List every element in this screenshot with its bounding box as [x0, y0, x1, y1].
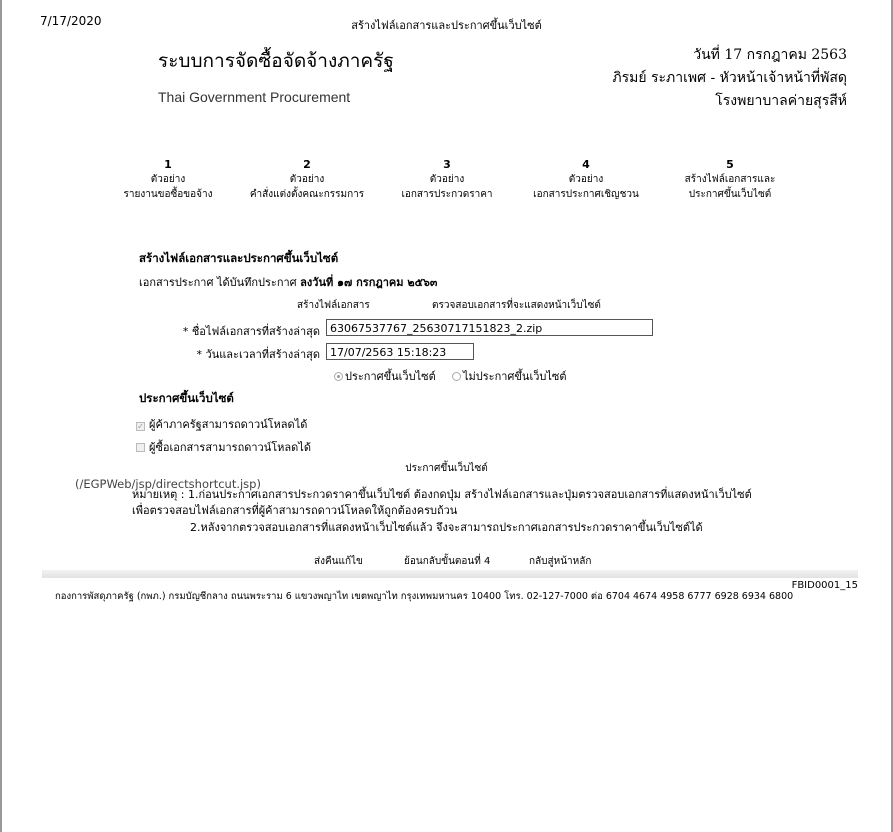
- step-number: 5: [726, 158, 734, 171]
- announcement-status: [139, 273, 437, 291]
- checkbox-buyer-label: ผู้ซื้อเอกสารสามารถดาวน์โหลดได้: [149, 441, 311, 454]
- publish-website-link[interactable]: ประกาศขึ้นเว็บไซต์: [405, 463, 488, 474]
- checkbox-buyer-download[interactable]: [136, 438, 311, 456]
- current-date: วันที่ 17 กรกฎาคม 2563: [693, 47, 847, 63]
- note-line-2: เพื่อตรวจสอบไฟล์เอกสารที่ผู้ค้าสามารถดาวน์โหลดให้ถูกต้องครบถ้วน: [132, 504, 458, 517]
- step-1[interactable]: [108, 157, 228, 202]
- radio-publish-label: ประกาศขึ้นเว็บไซต์: [345, 370, 436, 383]
- step-3[interactable]: [387, 157, 507, 202]
- system-name-thai: ระบบการจัดซื้อจัดจ้างภาครัฐ: [158, 50, 394, 72]
- radio-no-publish[interactable]: [452, 367, 567, 385]
- step-2[interactable]: [237, 157, 377, 202]
- note-line-3: 2.หลังจากตรวจสอบเอกสารที่แสดงหน้าเว็บไซต์แล้ว จึงจะสามารถประกาศเอกสารประกวดราคาขึ้นเว็บไซต์ได้: [190, 521, 703, 534]
- step-5[interactable]: [665, 157, 795, 202]
- file-name-label: * ชื่อไฟล์เอกสารที่สร้างล่าสุด: [182, 325, 320, 338]
- step-number: 2: [303, 158, 311, 171]
- step-label: ตัวอย่าง: [150, 174, 186, 185]
- step-4[interactable]: [521, 157, 651, 202]
- step-label: ตัวอย่าง: [568, 174, 604, 185]
- back-to-step-4-button[interactable]: ย้อนกลับขั้นตอนที่ 4: [404, 556, 491, 567]
- step-label: เอกสารประกวดราคา: [401, 189, 493, 200]
- user-name: ภิรมย์ ระภาเพศ - หัวหน้าเจ้าหน้าที่พัสดุ: [612, 70, 847, 86]
- publish-section-title: ประกาศขึ้นเว็บไซต์: [139, 391, 234, 405]
- step-number: 3: [443, 158, 451, 171]
- radio-no-publish-label: ไม่ประกาศขึ้นเว็บไซต์: [463, 370, 567, 383]
- announcement-date: ลงวันที่ ๑๗ กรกฎาคม ๒๕๖๓: [300, 276, 438, 289]
- step-number: 1: [164, 158, 172, 171]
- step-label: รายงานขอซื้อขอจ้าง: [123, 189, 213, 200]
- send-back-button[interactable]: ส่งคืนแก้ไข: [314, 556, 363, 567]
- step-number: 4: [582, 158, 590, 171]
- checkbox-merchant-label: ผู้ค้าภาครัฐสามารถดาวน์โหลดได้: [149, 418, 308, 431]
- page-edge-left: [0, 0, 2, 832]
- radio-unselected-icon: [452, 372, 461, 381]
- note-line-1: หมายเหตุ : 1.ก่อนประกาศเอกสารประกวดราคาขึ้นเว็บไซต์ ต้องกดปุ่ม สร้างไฟล์เอกสารและปุ่มตรวจสอบเอกสารที่แสดงหน้าเว็บไซต์: [132, 488, 752, 501]
- checkbox-unchecked-icon: [136, 443, 145, 452]
- step-label: ตัวอย่าง: [429, 174, 465, 185]
- organization-name: โรงพยาบาลค่ายสุรสีห์: [715, 93, 847, 109]
- file-name-field[interactable]: 63067537767_25630717151823_2.zip: [326, 319, 653, 336]
- section-title: สร้างไฟล์เอกสารและประกาศขึ้นเว็บไซต์: [139, 251, 339, 265]
- shortcut-url: (/EGPWeb/jsp/directshortcut.jsp): [75, 477, 261, 491]
- form-id: FBID0001_15: [791, 580, 858, 591]
- step-label: เอกสารประกาศเชิญชวน: [533, 189, 639, 200]
- step-label: คำสั่งแต่งตั้งคณะกรรมการ: [249, 189, 365, 200]
- print-date: 7/17/2020: [40, 14, 102, 28]
- datetime-field[interactable]: 17/07/2563 15:18:23: [326, 343, 474, 360]
- footer-separator: [42, 570, 858, 578]
- checkbox-checked-icon: ✓: [137, 422, 144, 431]
- home-button[interactable]: กลับสู่หน้าหลัก: [529, 556, 592, 567]
- step-label: ประกาศขึ้นเว็บไซต์: [688, 189, 772, 200]
- checkbox-merchant-download[interactable]: [136, 415, 307, 433]
- step-label: สร้างไฟล์เอกสารและ: [684, 174, 776, 185]
- radio-publish[interactable]: [334, 367, 436, 385]
- radio-selected-icon: [334, 372, 343, 381]
- datetime-label: * วันและเวลาที่สร้างล่าสุด: [196, 348, 320, 361]
- create-file-link[interactable]: สร้างไฟล์เอกสาร: [297, 300, 370, 311]
- print-title: สร้างไฟล์เอกสารและประกาศขึ้นเว็บไซต์: [351, 19, 542, 32]
- check-documents-link[interactable]: ตรวจสอบเอกสารที่จะแสดงหน้าเว็บไซต์: [432, 300, 601, 311]
- announcement-prefix: เอกสารประกาศ ได้บันทึกประกาศ: [139, 276, 297, 289]
- footer-address: กองการพัสดุภาครัฐ (กพภ.) กรมบัญชีกลาง ถนนพระราม 6 แขวงพญาไท เขตพญาไท กรุงเทพมหานคร 10400 โทร. 02-127-7000 ต่อ 6704 4674 4958 6777 6928 6934 6800: [55, 591, 794, 602]
- step-label: ตัวอย่าง: [289, 174, 325, 185]
- system-name-english: Thai Government Procurement: [158, 89, 351, 105]
